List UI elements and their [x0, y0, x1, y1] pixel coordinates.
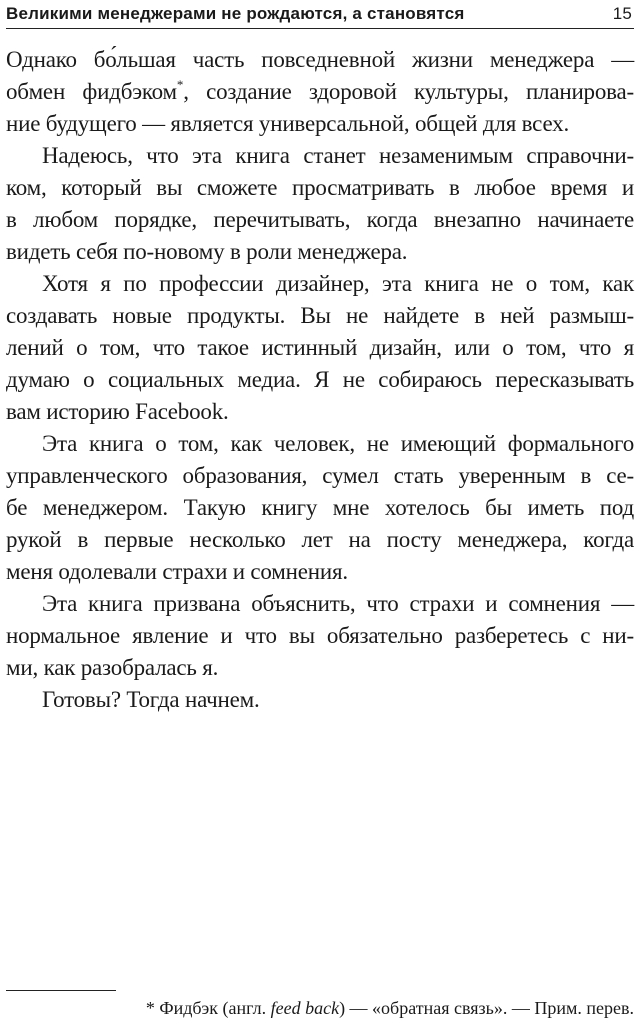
- page-number: 15: [612, 4, 632, 23]
- paragraph: [6, 44, 634, 140]
- footnote-prefix: * Фидбэк (англ.: [145, 998, 271, 1018]
- text-line: меня одолевали страхи и сомнения.: [6, 559, 348, 584]
- footnote: [6, 996, 634, 1020]
- running-title: Великими менеджерами не рождаются, а становятся: [6, 4, 465, 23]
- text-line-with-footnote-mark: обмен фидбэком*, создание здоровой культуры, планирова-: [6, 77, 634, 104]
- text-line: лений о том, что такое истинный дизайн, или о том, что я: [6, 335, 634, 360]
- text-line: управленческого образования, сумел стать уверенным в се-: [6, 463, 634, 488]
- footnote-mark: *: [176, 77, 184, 93]
- text-line: Однако бо́льшая часть повседневной жизни менеджера —: [6, 47, 634, 72]
- running-head: [6, 2, 634, 29]
- text-line: ми, как разобралась я.: [6, 655, 219, 680]
- text-line: Надеюсь, что эта книга станет незаменимым справочни-: [42, 143, 634, 168]
- footnote-term: feed back: [270, 998, 340, 1018]
- text-line: нормальное явление и что вы обязательно разберетесь с ни-: [6, 623, 634, 648]
- text-line: Хотя я по профессии дизайнер, эта книга не о том, как: [42, 271, 634, 296]
- body-text: [6, 44, 634, 716]
- text-line: видеть себя по-новому в роли менеджера.: [6, 239, 408, 264]
- paragraph: [6, 428, 634, 588]
- paragraph: [6, 140, 634, 268]
- text-line: Готовы? Тогда начнем.: [42, 687, 260, 712]
- text-line: создавать новые продукты. Вы не найдете в ней размыш-: [6, 303, 634, 328]
- footnote-suffix: ) — «обратная связь». — Прим. перев.: [339, 998, 634, 1018]
- text-line: ком, который вы сможете просматривать в любое время и: [6, 175, 634, 200]
- text-line: Эта книга призвана объяснить, что страхи и сомнения —: [42, 591, 634, 616]
- text-line: рукой в первые несколько лет на посту менеджера, когда: [6, 527, 634, 552]
- text-line: Эта книга о том, как человек, не имеющий формального: [42, 431, 634, 456]
- text-line: в любом порядке, перечитывать, когда внезапно начинаете: [6, 207, 634, 232]
- footnote-divider: [6, 990, 116, 991]
- text-line: вам историю Facebook.: [6, 399, 229, 424]
- paragraph: [6, 684, 634, 716]
- paragraph: [6, 268, 634, 428]
- text-line: думаю о социальных медиа. Я не собираюсь пересказывать: [6, 367, 634, 392]
- paragraph: [6, 588, 634, 684]
- text-line: бе менеджером. Такую книгу мне хотелось бы иметь под: [6, 495, 634, 520]
- text-line: ние будущего — является универсальной, общей для всех.: [6, 111, 569, 136]
